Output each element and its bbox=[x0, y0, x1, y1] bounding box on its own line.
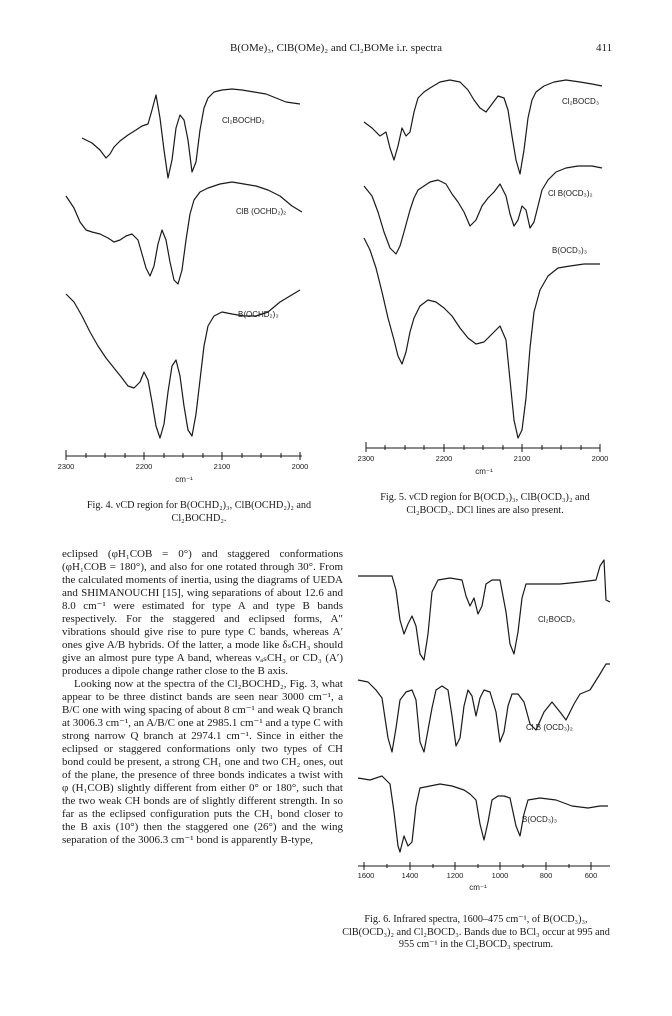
fig5-label-cl2bocd3: Cl₂BOCD₃ bbox=[562, 97, 600, 106]
fig5-tick-2300: 2300 bbox=[357, 454, 375, 463]
fig6-label-cl2bocd3: Cl₂BOCD₃ bbox=[538, 615, 576, 624]
fig5-tick-2000: 2000 bbox=[591, 454, 609, 463]
fig4-tick-2100: 2100 bbox=[213, 462, 231, 471]
fig6-caption: Fig. 6. Infrared spectra, 1600–475 cm⁻¹, of B(OCD₃)₃, ClB(OCD₃)₂ and Cl₂BOCD₃. Bands due to BCl₃ occur at 995 and 955 cm⁻¹ in the Cl₂BOCD₃ spectrum. bbox=[342, 914, 610, 950]
fig5-caption: Fig. 5. νCD region for B(OCD₃)₃, ClB(OCD₃)₂ and Cl₂BOCD₃. DCl lines are also present. bbox=[380, 492, 590, 516]
fig6-label-bocd33: B(OCD₃)₃ bbox=[522, 815, 557, 824]
fig4-label-bochd2: B(OCHD₂)₃ bbox=[238, 310, 279, 319]
fig4-caption: Fig. 4. νCD region for B(OCHD₂)₃, ClB(OCHD₂)₂ and Cl₂BOCHD₂. bbox=[86, 500, 312, 524]
fig4-tick-2300: 2300 bbox=[57, 462, 75, 471]
fig4-x-label: cm⁻¹ bbox=[175, 475, 193, 484]
body-text bbox=[62, 548, 343, 847]
fig5-tick-2200: 2200 bbox=[435, 454, 453, 463]
running-header: B(OMe)₃, ClB(OMe)₂ and Cl₂BOMe i.r. spectra bbox=[230, 42, 442, 54]
fig4-tick-2200: 2200 bbox=[135, 462, 153, 471]
fig6-spectrum-clbocd32 bbox=[358, 664, 610, 752]
fig4-tick-2000: 2000 bbox=[291, 462, 309, 471]
fig6-spectrum-cl2bocd3 bbox=[358, 560, 610, 660]
fig6-tick-1200: 1200 bbox=[446, 871, 464, 880]
fig6-tick-800: 800 bbox=[539, 871, 553, 880]
fig6-tick-600: 600 bbox=[584, 871, 598, 880]
fig4-label-cl2bochd2: Cl₂BOCHD₂ bbox=[222, 116, 265, 125]
fig5-x-label: cm⁻¹ bbox=[475, 467, 493, 476]
page-number: 411 bbox=[596, 42, 613, 54]
fig5-label-bocd33: B(OCD₃)₃ bbox=[552, 246, 587, 255]
fig6-tick-1600: 1600 bbox=[357, 871, 375, 880]
fig5-tick-2100: 2100 bbox=[513, 454, 531, 463]
fig6-spectrum-bocd33 bbox=[358, 776, 608, 852]
fig6-x-label: cm⁻¹ bbox=[469, 883, 487, 892]
fig6-label-clbocd32: Cl B (OCD₃)₂ bbox=[526, 723, 573, 732]
paragraph-1: eclipsed (φH₁COB = 0°) and staggered conformations (φH₁COB = 180°), and also for one rotated through 30°. From the calculated moments of inertia, using the diagrams of UEDA and SHIMANOUCHI [15], wing separations of about 12.6 and 8.0 cm⁻¹ were estimated for type A and type B bands respectively. For the staggered and eclipsed forms, A″ vibrations should give rise to pure type C bands, whereas A′ ones give A/B hybrids. Of the latter, a mode like δₛCH₃ should give an almost pure type A band, whereas νₐₛCH₃ or CD₃ (A′) produces a dipole change rather close to the B axis. bbox=[62, 548, 343, 677]
paragraph-2: Looking now at the spectra of the Cl₂BOCHD₂, Fig. 3, what appear to be three distinct bands are seen near 3000 cm⁻¹, a B/C one with wing spacing of about 8 cm⁻¹ and weak Q branch at 3006.3 cm⁻¹, an A/B/C one at 2985.1 cm⁻¹ and a type C with strong narrow Q branch at 2974.1 cm⁻¹. Since in either the eclipsed or staggered conformations only two types of CH bond could be present, a strong CH₁ one and two CH₂ ones, out of the plane, the presence of three bonds indicates a twist with φ (H₁COB) slightly different from either 0° or 180°, such that the two weak CH bonds are of slightly different strength. In so far as the eclipsed configuration puts the CH₁ bond closer to the B axis (10°) then the staggered one (26°) and the wing separation of the 3006.3 cm⁻¹ bond is apparently B-type, bbox=[62, 678, 343, 846]
fig6-tick-1000: 1000 bbox=[491, 871, 509, 880]
fig6-tick-1400: 1400 bbox=[401, 871, 419, 880]
fig4-label-clbochd2: ClB (OCHD₂)₂ bbox=[236, 207, 287, 216]
fig5-label-clbocd32: Cl B(OCD₃)₂ bbox=[548, 189, 593, 198]
